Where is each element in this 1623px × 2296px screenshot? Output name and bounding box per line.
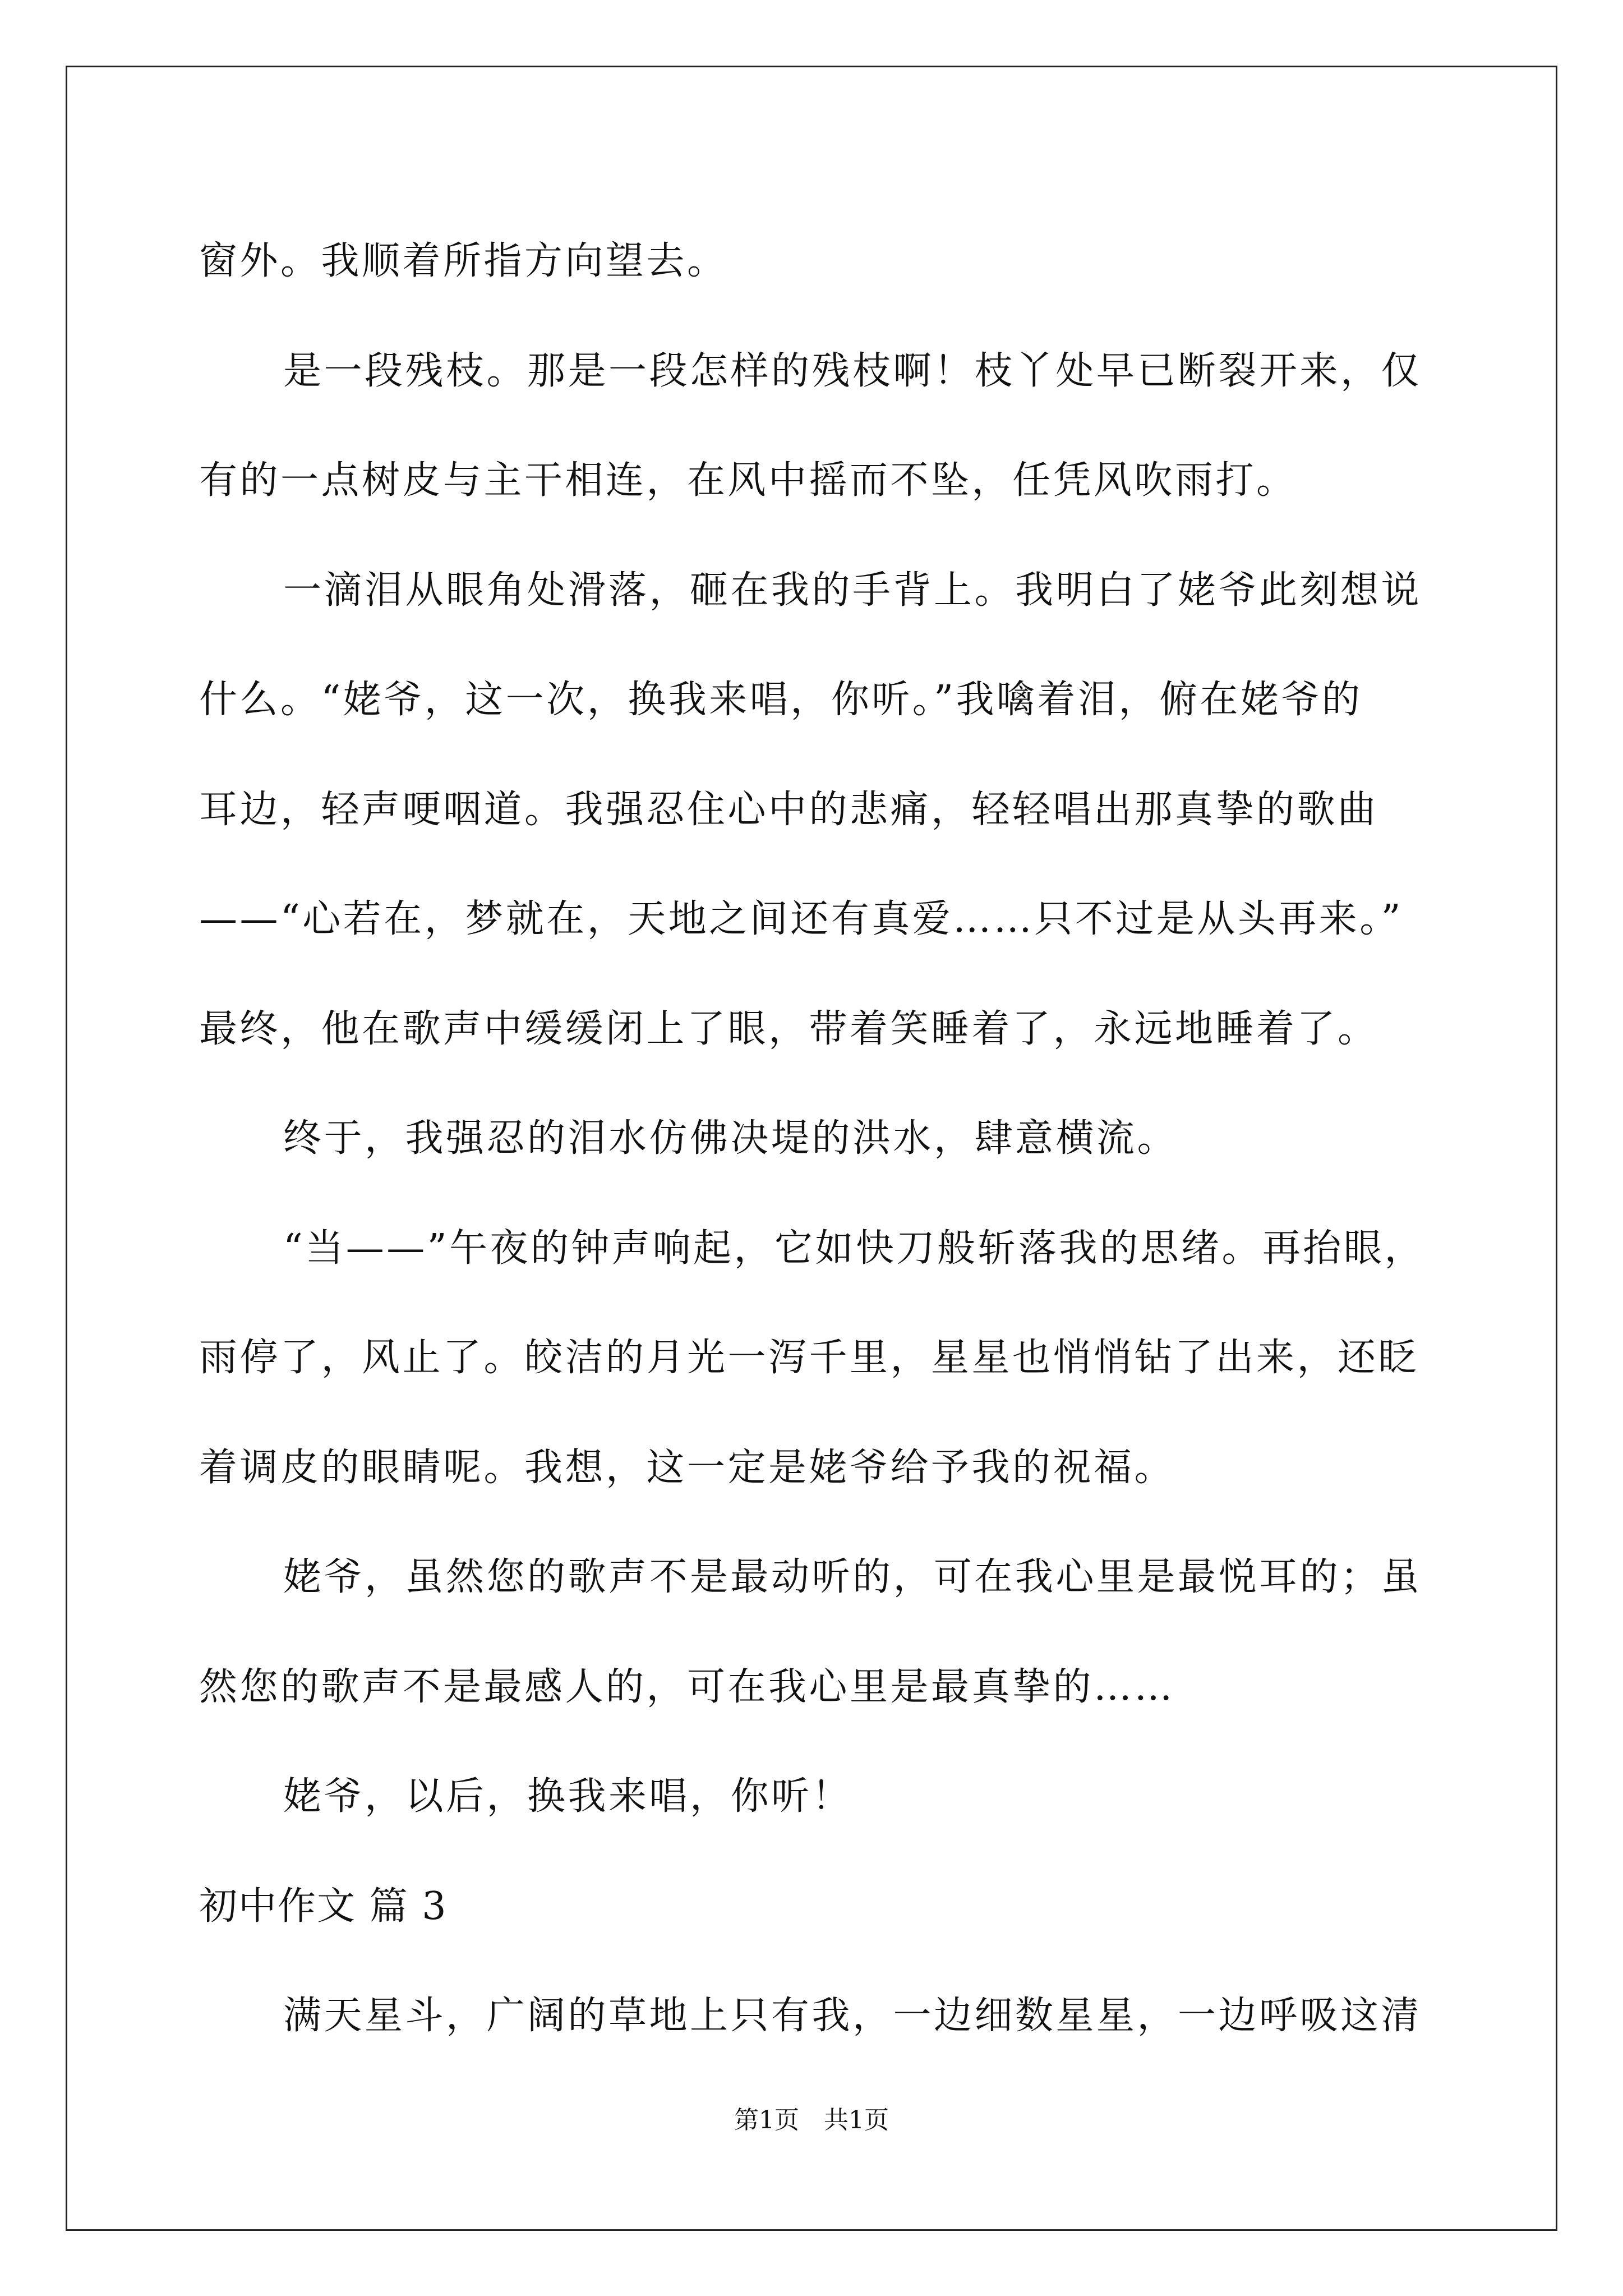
text-line: 姥爷，以后，换我来唱，你听！: [283, 1774, 853, 1819]
text-line: 最终，他在歌声中缓缓闭上了眼，带着笑睡着了，永远地睡着了。: [199, 1006, 1378, 1051]
text-line: 一滴泪从眼角处滑落，砸在我的手背上。我明白了姥爷此刻想说: [283, 568, 1422, 613]
document-body: [199, 206, 1433, 2071]
text-line: 然您的歌声不是最感人的，可在我心里是最真挚的……: [199, 1664, 1175, 1709]
text-line: 终于，我强忍的泪水仿佛决堤的洪水，肆意横流。: [283, 1116, 1178, 1161]
text-line: 姥爷，虽然您的歌声不是最动听的，可在我心里是最悦耳的；虽: [283, 1555, 1422, 1599]
text-line: ——“心若在，梦就在，天地之间还有真爱……只不过是从头再来。”: [199, 897, 1404, 941]
page-number-footer: 第1页 共1页: [734, 2106, 889, 2134]
section-heading: 初中作文 篇 3: [199, 1884, 448, 1929]
text-line: 什么。“姥爷，这一次，换我来唱，你听。”我噙着泪，俯在姥爷的: [199, 678, 1363, 722]
text-line: 耳边，轻声哽咽道。我强忍住心中的悲痛，轻轻唱出那真挚的歌曲: [199, 787, 1378, 832]
text-line: 满天星斗，广阔的草地上只有我，一边细数星星，一边呼吸这清: [283, 1994, 1422, 2038]
text-line: 有的一点树皮与主干相连，在风中摇而不坠，任凭风吹雨打。: [199, 458, 1297, 503]
text-line: “当——”午夜的钟声响起，它如快刀般斩落我的思绪。再抬眼，: [283, 1226, 1426, 1271]
text-line: 着调皮的眼睛呢。我想，这一定是姥爷给予我的祝福。: [199, 1445, 1175, 1490]
text-line: 是一段残枝。那是一段怎样的残枝啊！枝丫处早已断裂开来，仅: [283, 348, 1422, 393]
text-line: 窗外。我顺着所指方向望去。: [199, 239, 728, 283]
text-line: 雨停了，风止了。皎洁的月光一泻千里，星星也悄悄钻了出来，还眨: [199, 1336, 1419, 1380]
